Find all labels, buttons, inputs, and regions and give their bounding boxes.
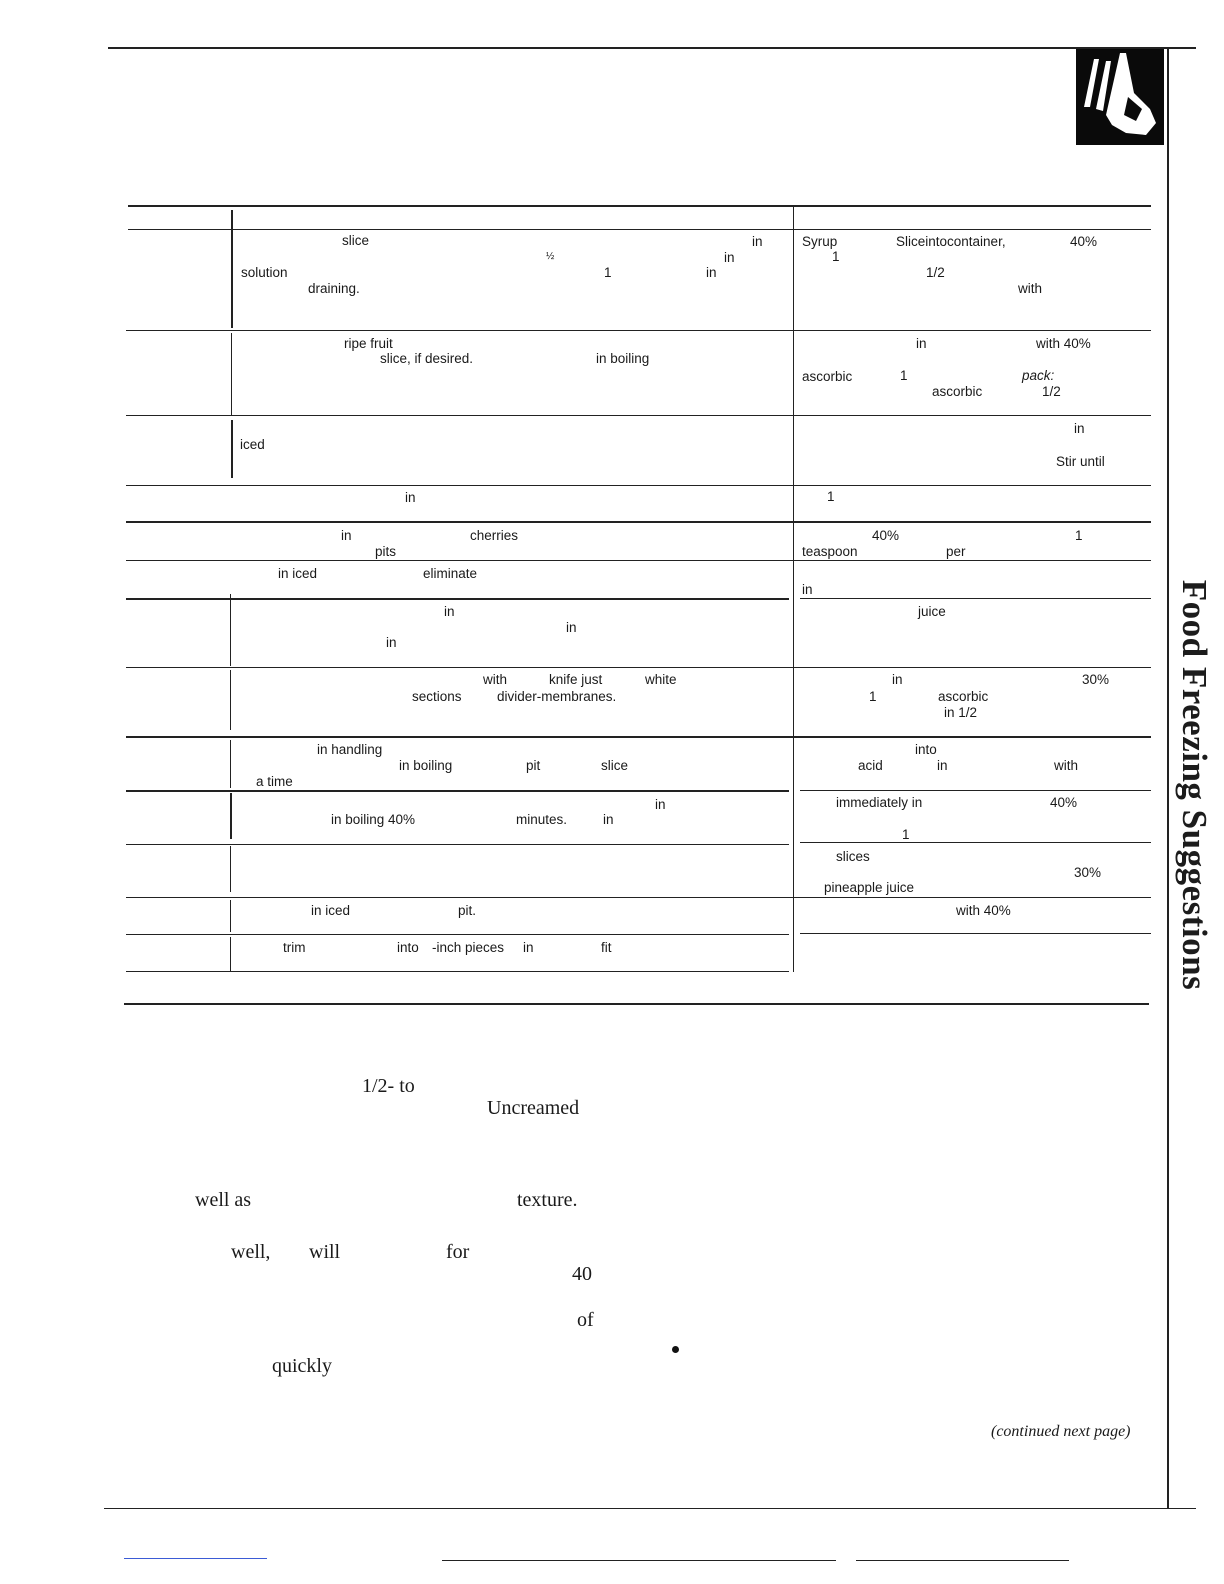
cell-text: 1/2 (1042, 384, 1061, 399)
cell-text: with (483, 672, 508, 687)
cell-text: 1/2 (926, 265, 945, 280)
cell-text: divider-membranes. (497, 689, 617, 704)
bullet-icon (672, 1346, 679, 1353)
cell-text: 1 (900, 368, 908, 383)
body-fragment: well as (195, 1189, 252, 1211)
cell-text: in (802, 582, 813, 597)
cell-text: solution (241, 265, 288, 280)
cell-text: in (405, 490, 416, 505)
cell-text: slices (836, 849, 870, 864)
cell-text: into (397, 940, 419, 955)
cell-text: in 1/2 (944, 705, 978, 720)
cell-text: ripe fruit (344, 336, 393, 351)
cell-text: iced (240, 437, 265, 452)
cell-text: with 40% (956, 903, 1011, 918)
body-fragment: quickly (272, 1355, 332, 1377)
cell-text: trim (283, 940, 306, 955)
cell-text: in (892, 672, 903, 687)
cell-text: in iced (278, 566, 318, 581)
body-fragment: will (309, 1241, 341, 1263)
cell-text: in (523, 940, 534, 955)
cell-text: into (915, 742, 937, 757)
cell-text: with (1054, 758, 1079, 773)
cell-text: 1 (869, 689, 877, 704)
cell-text: 1 (902, 827, 910, 842)
cell-text: -inch pieces (432, 940, 505, 955)
footer-line (442, 1560, 836, 1561)
cell-text: sections (412, 689, 462, 704)
cell-text: a time (256, 774, 293, 789)
cell-text: slice (342, 233, 370, 248)
cell-text: teaspoon (802, 544, 858, 559)
body-fragment: 1/2- to (362, 1075, 415, 1097)
footer-link-line (124, 1558, 267, 1559)
cell-text: in (603, 812, 614, 827)
footer-line (856, 1560, 1069, 1561)
cell-text: in (724, 250, 735, 265)
cell-text: ascorbic (802, 369, 853, 384)
cell-text: 40% (1070, 234, 1098, 249)
continued-note: (continued next page) (991, 1423, 1131, 1440)
cell-text: in (937, 758, 948, 773)
cell-text: pit. (458, 903, 477, 918)
body-fragment: of (577, 1309, 594, 1331)
cell-text: ½ (546, 251, 555, 262)
cell-text: 40% (872, 528, 900, 543)
cell-text: in boiling (596, 351, 650, 366)
body-fragment: well, (231, 1241, 271, 1263)
cell-text: in handling (317, 742, 383, 757)
cell-text: Stir until (1056, 454, 1105, 469)
cell-text: in (752, 234, 763, 249)
cell-text: 1 (832, 249, 840, 264)
cell-text: ascorbic (932, 384, 983, 399)
cell-text: acid (858, 758, 883, 773)
cell-text: cherries (470, 528, 519, 543)
cell-text: in (655, 797, 666, 812)
cell-text: slice, if desired. (380, 351, 474, 366)
cell-text: 30% (1074, 865, 1102, 880)
cell-text: per (946, 544, 966, 559)
cell-text: 1 (604, 265, 612, 280)
right-margin-rule (1167, 47, 1169, 1509)
cell-text: pack: (1022, 368, 1055, 383)
cell-text: 30% (1082, 672, 1110, 687)
cell-text: with (1018, 281, 1043, 296)
cell-text: in iced (311, 903, 351, 918)
cell-text: white (645, 672, 677, 687)
cell-text: in (386, 635, 397, 650)
cell-text: slice (601, 758, 629, 773)
cell-text: pit (526, 758, 541, 773)
cell-text: draining. (308, 281, 360, 296)
cell-text: eliminate (423, 566, 478, 581)
cell-text: pineapple juice (824, 880, 915, 895)
cell-text: juice (918, 604, 946, 619)
cell-text: Sliceintocontainer, (896, 234, 1006, 249)
cell-text: immediately in (836, 795, 923, 810)
cell-text: knife just (549, 672, 603, 687)
cell-text: fit (601, 940, 612, 955)
body-fragment: for (446, 1241, 470, 1263)
cell-text: in (444, 604, 455, 619)
cell-text: 1 (827, 489, 835, 504)
bottom-rule (104, 1508, 1196, 1509)
cell-text: in (916, 336, 927, 351)
cell-text: with 40% (1036, 336, 1091, 351)
cell-text: pits (375, 544, 397, 559)
side-title: Food Freezing Suggestions (1175, 579, 1214, 991)
top-rule (108, 47, 1196, 49)
cell-text: in boiling (399, 758, 453, 773)
cell-text: in (566, 620, 577, 635)
cell-text: in (341, 528, 352, 543)
cell-text: in (706, 265, 717, 280)
hand-logo-icon (1076, 49, 1164, 145)
cell-text: 40% (1050, 795, 1078, 810)
cell-text: in boiling 40% (331, 812, 416, 827)
cell-text: minutes. (516, 812, 568, 827)
body-fragment: texture. (517, 1189, 578, 1211)
body-fragment: 40 (572, 1263, 592, 1285)
body-fragment: Uncreamed (487, 1097, 580, 1119)
cell-text: Syrup (802, 234, 838, 249)
cell-text: ascorbic (938, 689, 989, 704)
cell-text: 1 (1075, 528, 1083, 543)
cell-text: in (1074, 421, 1085, 436)
